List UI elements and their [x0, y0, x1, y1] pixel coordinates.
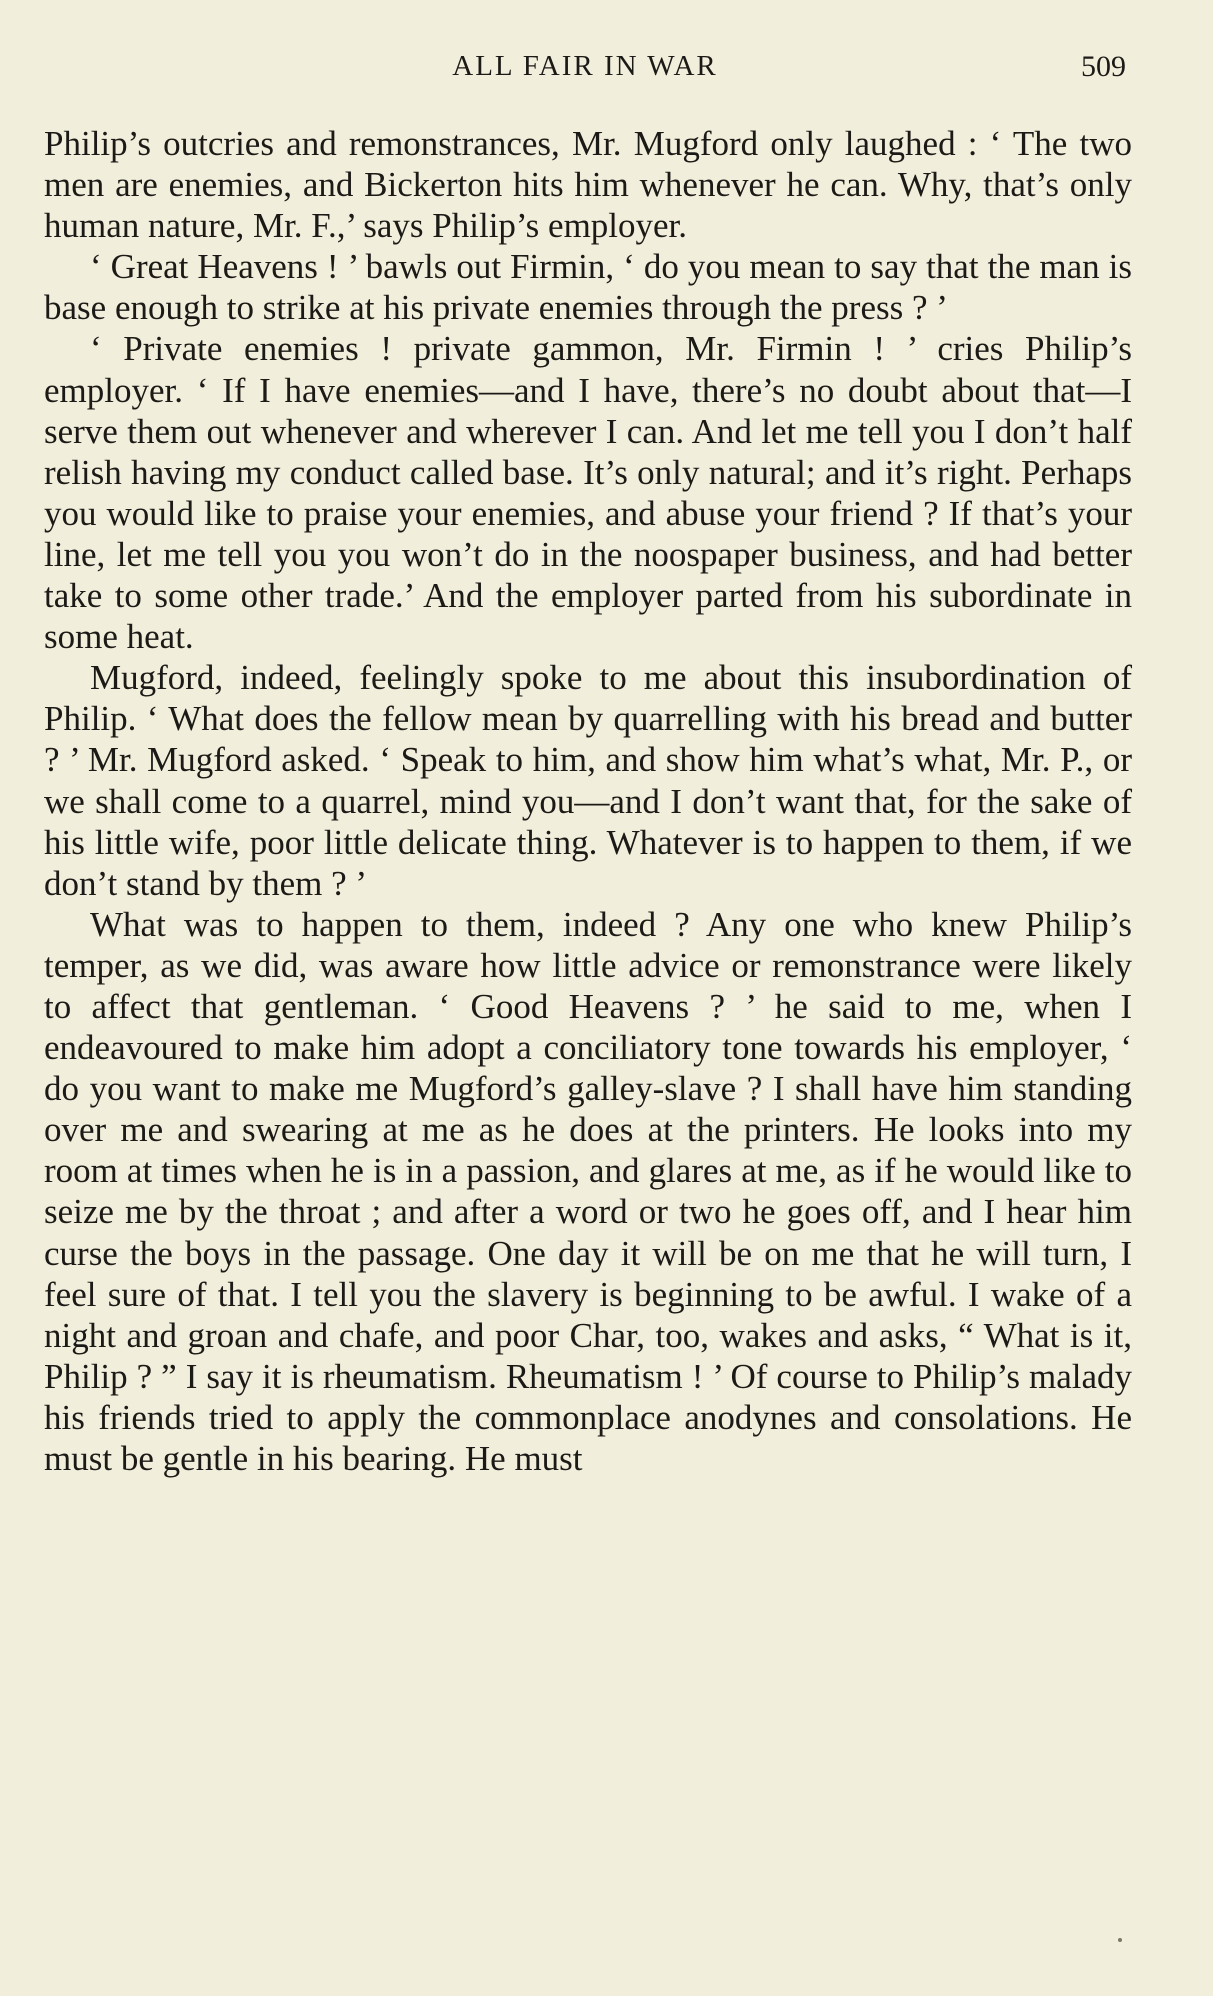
page-header: [44, 48, 1126, 94]
paper-speck: [1118, 1938, 1122, 1942]
running-head: ALL FAIR IN WAR: [452, 50, 718, 82]
paragraph-2: ‘ Great Heavens ! ’ bawls out Firmin, ‘ do you mean to say that the man is base enough to strike at his private enemies through the press ? ’: [44, 247, 1132, 328]
paragraph-5: What was to happen to them, indeed ? Any one who knew Philip’s temper, as we did, was aware how little advice or remonstrance were likely to affect that gentleman. ‘ Good Heavens ? ’ he said to me, when I endeavoured to make him adopt a conciliatory tone towards his employer, ‘ do you want to make me Mugford’s galley-slave ? I shall have him standing over me and swearing at me as he does at the printers. He looks into my room at times when he is in a passion, and glares at me, as if he would like to seize me by the throat ; and after a word or two he goes off, and I hear him curse the boys in the passage. One day it will be on me that he will turn, I feel sure of that. I tell you the slavery is beginning to be awful. I wake of a night and groan and chafe, and poor Char, too, wakes and asks, “ What is it, Philip ? ” I say it is rheumatism. Rheumatism ! ’ Of course to Philip’s malady his friends tried to apply the commonplace anodynes and consolations. He must be gentle in his bearing. He must: [44, 904, 1132, 1478]
paragraph-4: Mugford, indeed, feelingly spoke to me about this insubordination of Philip. ‘ What does the fellow mean by quarrelling with his bread and butter ? ’ Mr. Mugford asked. ‘ Speak to him, and show him what’s what, Mr. P., or we shall come to a quarrel, mind you—and I don’t want that, for the sake of his little wife, poor little delicate thing. Whatever is to happen to them, if we don’t stand by them ? ’: [44, 658, 1132, 903]
paragraph-3: ‘ Private enemies ! private gammon, Mr. Firmin ! ’ cries Philip’s employer. ‘ If I have enemies—and I have, there’s no doubt about that—I serve them out whenever and wherever I can. And let me tell you I don’t half relish having my conduct called base. It’s only natural; and it’s right. Perhaps you would like to praise your enemies, and abuse your friend ? If that’s your line, let me tell you you won’t do in the noospaper business, and had better take to some other trade.’ And the employer parted from his subordinate in some heat.: [44, 329, 1132, 657]
body-text: [44, 123, 1132, 1479]
paragraph-1: Philip’s outcries and remonstrances, Mr. Mugford only laughed : ‘ The two men are enemies, and Bickerton hits him whenever he can. Why, that’s only human nature, Mr. F.,’ says Philip’s employer.: [44, 124, 1132, 246]
page-number: 509: [1081, 50, 1126, 83]
